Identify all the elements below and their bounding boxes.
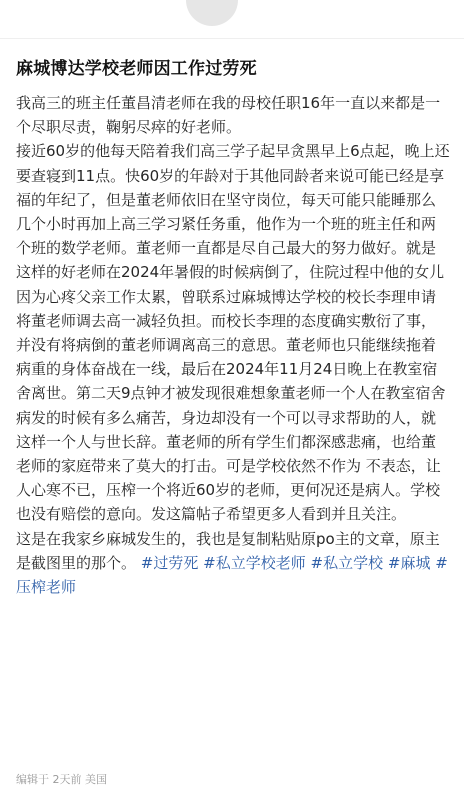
post-meta: 编辑于 2天前 美国 <box>16 773 107 786</box>
header-divider <box>0 38 464 39</box>
hashtag[interactable]: #私立学校 <box>310 553 384 572</box>
post-paragraph: 我高三的班主任董昌清老师在我的母校任职16年一直以来都是一个尽职尽责，鞠躬尽瘁的好老师。 <box>16 94 441 137</box>
hashtag[interactable]: #过劳死 <box>140 553 199 572</box>
top-bar <box>0 0 464 38</box>
hashtag[interactable]: #压榨老师 <box>16 553 448 597</box>
hashtag[interactable]: #麻城 <box>387 553 431 572</box>
avatar[interactable] <box>186 0 238 26</box>
post-body <box>16 91 450 599</box>
post-title: 麻城博达学校老师因工作过劳死 <box>16 59 257 79</box>
post-closing-text: 这是在我家乡麻城发生的，我也是复制粘贴原po主的文章，原主是截图里的那个。 <box>16 529 440 572</box>
hashtag[interactable]: #私立学校老师 <box>203 553 306 572</box>
post-closing <box>16 527 450 600</box>
post-paragraph: 接近60岁的他每天陪着我们高三学子起早贪黑早上6点起，晚上还要查寝到11点。快60岁的年龄对于其他同龄者来说可能已经是享福的年纪了，但是董老师依旧在坚守岗位，每天可能只能睡那么几个小时再加上高三学习紧任务重，他作为一个班的班主任和两个班的数学老师。董老师一直都是尽自己最大的努力做好。就是这样的好老师在2024年暑假的时候病倒了，住院过程中他的女儿因为心疼父亲工作太累，曾联系过麻城博达学校的校长李理申请将董老师调去高一减轻负担。而校长李理的态度确实敷衍了事，并没有将病倒的董老师调离高三的意思。董老师也只能继续拖着病重的身体奋战在一线，最后在2024年11月24日晚上在教室宿舍离世。第二天9点钟才被发现很难想象董老师一个人在教室宿舍病发的时候有多么痛苦，身边却没有一个可以寻求帮助的人，就这样一个人与世长辞。董老师的所有学生们都深感悲痛，也给董老师的家庭带来了莫大的打击。可是学校依然不作为 不表态，让人心寒不已，压榨一个将近60岁的老师，更何况还是病人。学校也没有赔偿的意向。发这篇帖子希望更多人看到并且关注。 <box>16 142 450 524</box>
